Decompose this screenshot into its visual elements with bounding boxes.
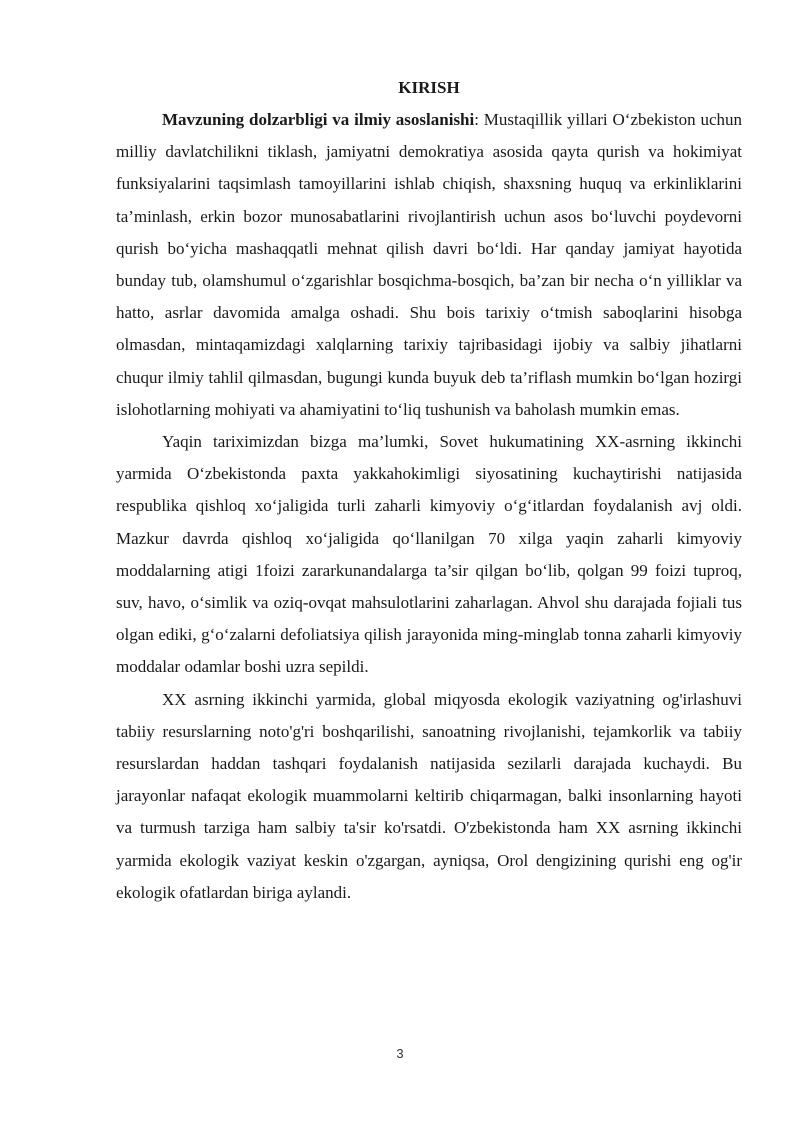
paragraph-2-text: Yaqin tariximizdan bizga ma’lumki, Sovet hukumatining XX-asrning ikkinchi yarmida O‘zbekistonda paxta yakkahokimligi siyosatining kuchaytirishi natijasida respublika qishloq xo‘jaligida turli zaharli kimyoviy o‘g‘itlardan foydalanish avj oldi. Mazkur davrda qishloq xo‘jaligida qo‘llanilgan 70 xilga yaqin zaharli kimyoviy moddalarning atigi 1foizi zararkunandalarga ta’sir qilgan bo‘lib, qolgan 99 foizi tuproq, suv, havo, o‘simlik va oziq-ovqat mahsulotlarini zaharlagan. Ahvol shu darajada fojiali tus olgan ediki, g‘o‘zalarni defoliatsiya qilish jarayonida ming-minglab tonna zaharli kimyoviy moddalar odamlar boshi uzra sepildi. — [116, 432, 742, 677]
paragraph-1-lead: Mavzuning dolzarbligi va ilmiy asoslanishi — [162, 110, 475, 129]
paragraph-2 — [116, 426, 742, 684]
page-number: 3 — [396, 1046, 404, 1061]
document-body — [116, 72, 742, 909]
page-title: KIRISH — [398, 78, 460, 97]
paragraph-3-text: XX asrning ikkinchi yarmida, global miqyosda ekologik vaziyatning og'irlashuvi tabiiy resurslarning noto'g'ri boshqarilishi, sanoatning rivojlanishi, tejamkorlik va tabiiy resurslardan haddan tashqari foydalanish natijasida sezilarli darajada kuchaydi. Bu jarayonlar nafaqat ekologik muammolarni keltirib chiqarmagan, balki insonlarning hayoti va turmush tarziga ham salbiy ta'sir ko'rsatdi. O'zbekistonda ham XX asrning ikkinchi yarmida ekologik vaziyat keskin o'zgargan, ayniqsa, Orol dengizining qurishi eng og'ir ekologik ofatlardan biriga aylandi. — [116, 689, 742, 902]
paragraph-1 — [116, 104, 742, 426]
paragraph-1-text: : Mustaqillik yillari O‘zbekiston uchun milliy davlatchilikni tiklash, jamiyatni demokratiya asosida qayta qurish va hokimiyat funksiyalarini taqsimlash tamoyillarini ishlab chiqish, shaxsning huquq va erkinliklarini ta’minlash, erkin bozor munosabatlarini rivojlantirish uchun asos bo‘luvchi poydevorni qurish bo‘yicha mashaqqatli mehnat qilish davri bo‘ldi. Har qanday jamiyat hayotida bunday tub, olamshumul o‘zgarishlar bosqichma-bosqich, ba’zan bir necha o‘n yilliklar va hatto, asrlar davomida amalga oshadi. Shu bois tarixiy o‘tmish saboqlarini hisobga olmasdan, mintaqamizdagi xalqlarning tarixiy tajribasidagi ijobiy va salbiy jihatlarni chuqur ilmiy tahlil qilmasdan, bugungi kunda buyuk deb ta’riflash mumkin bo‘lgan hozirgi islohotlarning mohiyati va ahamiyatini to‘liq tushunish va baholash mumkin emas. — [116, 110, 742, 419]
paragraph-3 — [116, 684, 742, 909]
